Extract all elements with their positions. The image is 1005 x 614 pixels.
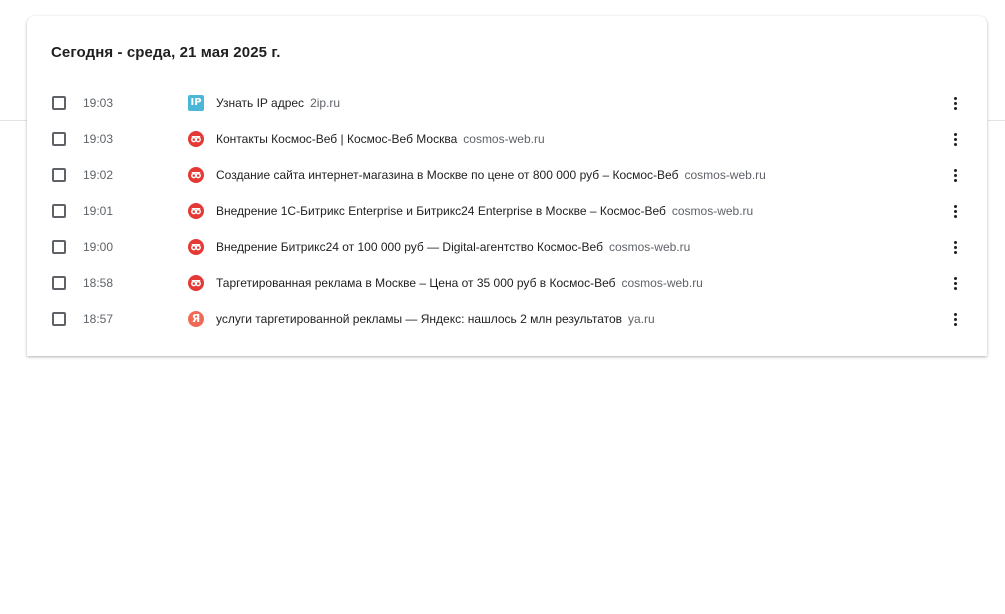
history-row-entry[interactable] — [216, 132, 545, 146]
history-row-entry[interactable] — [216, 312, 655, 326]
history-row[interactable] — [27, 193, 987, 229]
history-row-domain: cosmos-web.ru — [671, 204, 754, 218]
menu-dot — [954, 210, 957, 213]
more-actions-icon[interactable] — [945, 202, 965, 220]
history-row-domain: cosmos-web.ru — [608, 240, 691, 254]
history-row-domain: ya.ru — [628, 312, 655, 326]
history-row[interactable] — [27, 121, 987, 157]
cosmos-web-favicon-icon — [188, 167, 204, 183]
history-row-domain: 2ip.ru — [310, 96, 341, 110]
history-row-entry[interactable] — [216, 168, 766, 182]
menu-dot — [954, 138, 957, 141]
menu-dot — [954, 102, 957, 105]
menu-dot — [954, 323, 957, 326]
history-date-header: Сегодня - среда, 21 мая 2025 г. — [51, 44, 281, 61]
history-row-time: 18:58 — [83, 276, 114, 290]
background-divider-left — [0, 120, 27, 121]
history-row-entry[interactable] — [216, 240, 690, 254]
yandex-favicon-icon: Я — [188, 311, 204, 327]
menu-dot — [954, 205, 957, 208]
history-row-entry[interactable] — [216, 204, 753, 218]
history-row[interactable] — [27, 301, 987, 337]
cosmos-web-favicon-icon — [188, 203, 204, 219]
history-row-entry[interactable] — [216, 96, 340, 110]
menu-dot — [954, 251, 957, 254]
history-row-checkbox[interactable] — [52, 240, 66, 254]
history-row[interactable] — [27, 85, 987, 121]
history-card — [27, 16, 987, 356]
history-row-checkbox[interactable] — [52, 204, 66, 218]
menu-dot — [954, 143, 957, 146]
history-row-checkbox[interactable] — [52, 276, 66, 290]
history-row-title-link[interactable]: Контакты Космос-Веб | Космос-Веб Москва — [216, 132, 458, 146]
history-row-domain: cosmos-web.ru — [463, 132, 545, 146]
history-row-domain: cosmos-web.ru — [621, 276, 703, 290]
menu-dot — [954, 246, 957, 249]
history-row-checkbox[interactable] — [52, 132, 66, 146]
card-bottom-fade — [27, 334, 987, 356]
ip-favicon-icon: IP — [188, 95, 204, 111]
history-row-title-link[interactable]: Внедрение Битрикс24 от 100 000 руб — Digital-агентство Космос-Веб — [216, 240, 603, 254]
menu-dot — [954, 313, 957, 316]
menu-dot — [954, 174, 957, 177]
menu-dot — [954, 169, 957, 172]
more-actions-icon[interactable] — [945, 238, 965, 256]
cosmos-web-favicon-icon — [188, 131, 204, 147]
history-row-time: 19:01 — [83, 204, 114, 218]
menu-dot — [954, 282, 957, 285]
cosmos-web-favicon-icon — [188, 239, 204, 255]
history-row-time: 19:03 — [83, 132, 114, 146]
menu-dot — [954, 97, 957, 100]
history-row-time: 19:02 — [83, 168, 114, 182]
menu-dot — [954, 287, 957, 290]
more-actions-icon[interactable] — [945, 274, 965, 292]
history-row-domain: cosmos-web.ru — [684, 168, 766, 182]
menu-dot — [954, 179, 957, 182]
history-list — [27, 85, 987, 337]
more-actions-icon[interactable] — [945, 94, 965, 112]
cosmos-web-favicon-icon — [188, 275, 204, 291]
menu-dot — [954, 318, 957, 321]
history-row-time: 18:57 — [83, 312, 114, 326]
menu-dot — [954, 277, 957, 280]
menu-dot — [954, 107, 957, 110]
history-row-title-link[interactable]: Узнать IP адрес — [216, 96, 305, 110]
history-row-entry[interactable] — [216, 276, 703, 290]
history-row-checkbox[interactable] — [52, 168, 66, 182]
history-row-time: 19:00 — [83, 240, 114, 254]
history-row-title-link[interactable]: Создание сайта интернет-магазина в Москве по цене от 800 000 руб – Космос-Веб — [216, 168, 679, 182]
history-row[interactable] — [27, 157, 987, 193]
menu-dot — [954, 133, 957, 136]
history-row-checkbox[interactable] — [52, 312, 66, 326]
history-row-title-link[interactable]: Таргетированная реклама в Москве – Цена от 35 000 руб в Космос-Веб — [216, 276, 616, 290]
more-actions-icon[interactable] — [945, 166, 965, 184]
history-row[interactable] — [27, 229, 987, 265]
menu-dot — [954, 215, 957, 218]
more-actions-icon[interactable] — [945, 310, 965, 328]
history-row-title-link[interactable]: Внедрение 1С-Битрикс Enterprise и Битрикс24 Enterprise в Москве – Космос-Веб — [216, 204, 666, 218]
history-row-time: 19:03 — [83, 96, 114, 110]
history-row-checkbox[interactable] — [52, 96, 66, 110]
history-row-title-link[interactable]: услуги таргетированной рекламы — Яндекс: нашлось 2 млн результатов — [216, 312, 623, 326]
more-actions-icon[interactable] — [945, 130, 965, 148]
background-divider-right — [988, 120, 1005, 121]
history-row[interactable] — [27, 265, 987, 301]
menu-dot — [954, 241, 957, 244]
